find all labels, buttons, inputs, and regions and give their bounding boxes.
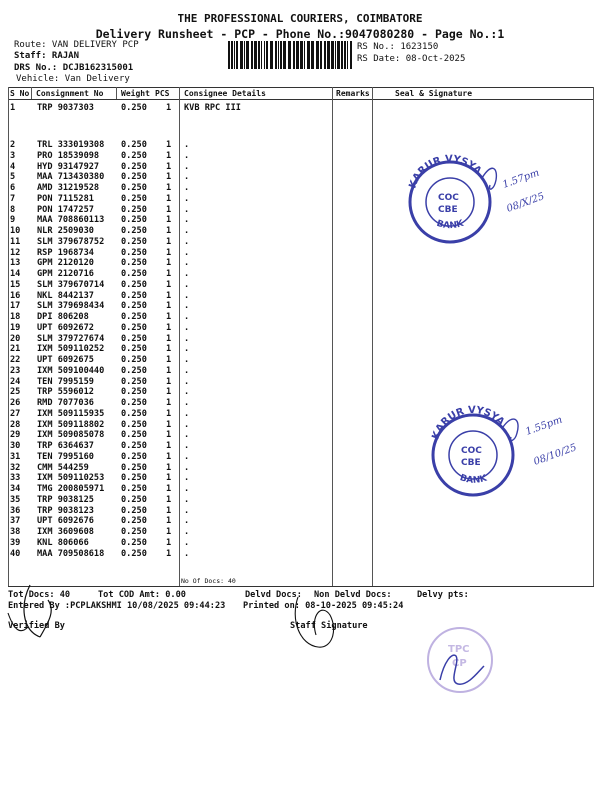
row-consignee: . (184, 462, 190, 473)
row-consignee: . (184, 204, 190, 215)
row-pcs: 1 (166, 161, 172, 172)
row-sno: 23 (10, 365, 21, 376)
row-consignee: . (184, 215, 190, 226)
row-weight: 0.250 (121, 537, 147, 548)
stamp-center-text: COC (438, 193, 459, 203)
row-weight: 0.250 (121, 398, 147, 408)
staff-label: Staff: RAJAN (14, 51, 80, 61)
row-sno: 4 (10, 161, 16, 172)
table-row (0, 344, 600, 355)
row-weight: 0.250 (121, 408, 147, 419)
row-sno: 39 (10, 537, 21, 548)
row-weight: 0.250 (121, 484, 147, 494)
row-pcs: 1 (166, 355, 172, 365)
row-sno: 11 (10, 236, 21, 247)
bank-stamp-2 (425, 405, 600, 505)
row-weight: 0.250 (121, 183, 147, 193)
row-pcs: 1 (166, 312, 172, 322)
row-sno: 6 (10, 183, 16, 193)
row-consignee: . (184, 387, 190, 398)
stamp-handwritten-date: 08/10/25 (532, 442, 579, 468)
row-pcs: 1 (166, 505, 172, 516)
row-pcs: 1 (166, 193, 172, 204)
table-row (0, 334, 600, 345)
row-consignee: . (184, 140, 190, 150)
row-consignment: TRL 333019308 (37, 140, 105, 150)
row-sno: 10 (10, 226, 21, 236)
table-row (0, 355, 600, 366)
row-pcs: 1 (166, 258, 172, 269)
row-consignment: IXM 509110252 (37, 344, 105, 355)
signature-scribbles (0, 575, 600, 665)
row-sno: 19 (10, 322, 21, 333)
row-weight: 0.250 (121, 161, 147, 172)
row-weight: 0.250 (121, 494, 147, 505)
row-sno: 27 (10, 408, 21, 419)
row-sno: 9 (10, 215, 16, 226)
row-consignment: UPT 6092676 (37, 516, 94, 527)
row-weight: 0.250 (121, 376, 147, 387)
row-consignment: TRP 5596012 (37, 387, 94, 398)
row-pcs: 1 (166, 344, 172, 355)
row-sno: 2 (10, 140, 16, 150)
row-consignment: IXM 3609608 (37, 527, 94, 537)
row-consignment: MAA 713430380 (37, 172, 105, 183)
row-consignee: . (184, 398, 190, 408)
table-row (0, 506, 600, 517)
row-consignee: . (184, 484, 190, 494)
col-header-consignee: Consignee Details (184, 89, 266, 98)
row-sno: 20 (10, 333, 21, 344)
table-row (0, 301, 600, 312)
row-sno: 35 (10, 494, 21, 505)
printed-on: Printed on: 08-10-2025 09:45:24 (243, 601, 404, 611)
table-row (0, 312, 600, 323)
table-header-border (8, 99, 594, 100)
table-row (0, 269, 600, 280)
row-weight: 0.250 (121, 333, 147, 344)
stamp-center-text: TPC (448, 644, 470, 655)
row-weight: 0.250 (121, 505, 147, 516)
row-pcs: 1 (166, 103, 172, 113)
row-sno: 31 (10, 451, 21, 462)
row-weight: 0.250 (121, 441, 147, 451)
row-consignment: TRP 9038123 (37, 505, 94, 516)
row-consignment: RMD 7077036 (37, 398, 94, 408)
row-consignment: SLM 379678752 (37, 236, 105, 247)
row-weight: 0.250 (121, 215, 147, 226)
row-consignee: . (184, 408, 190, 419)
row-consignment: NKL 8442137 (37, 290, 94, 301)
row-sno: 16 (10, 290, 21, 301)
table-row (0, 538, 600, 549)
row-consignee: . (184, 333, 190, 344)
svg-text:KARUR VYSYA (407, 154, 483, 190)
row-consignee: . (184, 247, 190, 258)
row-pcs: 1 (166, 322, 172, 333)
row-sno: 36 (10, 505, 21, 516)
row-consignment: MAA 709508618 (37, 548, 105, 559)
row-pcs: 1 (166, 494, 172, 505)
row-consignee: . (184, 365, 190, 376)
row-weight: 0.250 (121, 548, 147, 559)
row-sno: 34 (10, 484, 21, 494)
table-row (0, 291, 600, 302)
row-sno: 38 (10, 527, 21, 537)
stamp-center-text: CBE (438, 205, 458, 215)
row-consignment: CMM 544259 (37, 462, 89, 473)
row-sno: 7 (10, 193, 16, 204)
row-consignment: PRO 18539098 (37, 150, 100, 161)
row-consignee: . (184, 344, 190, 355)
row-sno: 22 (10, 355, 21, 365)
row-consignee: . (184, 172, 190, 183)
row-weight: 0.250 (121, 193, 147, 204)
row-weight: 0.250 (121, 355, 147, 365)
row-consignee: . (184, 473, 190, 484)
row-consignee: . (184, 322, 190, 333)
row-sno: 21 (10, 344, 21, 355)
row-sno: 26 (10, 398, 21, 408)
row-consignment: GPM 2120716 (37, 269, 94, 279)
col-header-pcs: PCS (155, 89, 170, 98)
row-pcs: 1 (166, 365, 172, 376)
stamp-center-text: CBE (461, 458, 481, 468)
row-weight: 0.250 (121, 226, 147, 236)
col-header-weight: Weight (121, 89, 150, 98)
row-pcs: 1 (166, 269, 172, 279)
table-row (0, 527, 600, 538)
table-row (0, 140, 600, 151)
row-consignment: HYD 93147927 (37, 161, 100, 172)
vehicle-label: Vehicle: Van Delivery (16, 74, 130, 84)
row-consignee: KVB RPC III (184, 103, 241, 113)
row-weight: 0.250 (121, 527, 147, 537)
row-consignment: TRP 9037303 (37, 103, 94, 113)
rs-date: RS Date: 08-Oct-2025 (357, 54, 466, 64)
row-sno: 37 (10, 516, 21, 527)
row-consignee: . (184, 527, 190, 537)
row-pcs: 1 (166, 204, 172, 215)
row-sno: 1 (10, 103, 16, 113)
row-pcs: 1 (166, 290, 172, 301)
rs-number: RS No.: 1623150 (357, 42, 439, 52)
row-weight: 0.250 (121, 312, 147, 322)
row-consignee: . (184, 279, 190, 290)
row-consignment: TRP 9038125 (37, 494, 94, 505)
row-weight: 0.250 (121, 236, 147, 247)
row-weight: 0.250 (121, 462, 147, 473)
stamp-center-text: CP (452, 658, 467, 669)
row-weight: 0.250 (121, 290, 147, 301)
row-pcs: 1 (166, 484, 172, 494)
row-consignment: SLM 379727674 (37, 333, 105, 344)
row-pcs: 1 (166, 236, 172, 247)
row-weight: 0.250 (121, 258, 147, 269)
table-row (0, 387, 600, 398)
svg-text:BANK (458, 473, 489, 486)
row-pcs: 1 (166, 215, 172, 226)
row-pcs: 1 (166, 333, 172, 344)
row-consignee: . (184, 312, 190, 322)
row-consignee: . (184, 290, 190, 301)
row-pcs: 1 (166, 408, 172, 419)
row-pcs: 1 (166, 398, 172, 408)
row-consignee: . (184, 376, 190, 387)
row-pcs: 1 (166, 140, 172, 150)
row-consignment: SLM 379670714 (37, 279, 105, 290)
row-consignee: . (184, 505, 190, 516)
row-pcs: 1 (166, 247, 172, 258)
row-sno: 18 (10, 312, 21, 322)
row-consignee: . (184, 494, 190, 505)
row-weight: 0.250 (121, 150, 147, 161)
row-consignee: . (184, 269, 190, 279)
drs-number: DRS No.: DCJB162315001 (14, 63, 134, 73)
col-header-sno: S No (10, 89, 30, 98)
row-sno: 25 (10, 387, 21, 398)
table-top-border (8, 87, 594, 88)
row-sno: 13 (10, 258, 21, 269)
delivery-points: Delvy pts: (417, 590, 469, 600)
col-header-remarks: Remarks (336, 89, 370, 98)
row-consignment: IXM 509118802 (37, 419, 105, 430)
row-consignment: SLM 379698434 (37, 301, 105, 312)
row-consignment: MAA 708860113 (37, 215, 105, 226)
table-row (0, 366, 600, 377)
stamp-ring-text: KARUR VYSYA (407, 153, 484, 191)
row-sno: 8 (10, 204, 16, 215)
row-weight: 0.250 (121, 269, 147, 279)
row-sno: 5 (10, 172, 16, 183)
row-consignee: . (184, 451, 190, 462)
col-divider (31, 87, 32, 99)
row-consignment: IXM 509110253 (37, 473, 105, 484)
row-sno: 15 (10, 279, 21, 290)
route-label: Route: VAN DELIVERY PCP (14, 40, 139, 50)
row-consignee: . (184, 441, 190, 451)
row-consignment: PON 7115281 (37, 193, 94, 204)
row-consignment: TEN 7995160 (37, 451, 94, 462)
row-weight: 0.250 (121, 247, 147, 258)
svg-text:KARUR VYSYA (430, 405, 506, 441)
stamp-handwritten-time: 1.55pm (524, 414, 564, 438)
table-row (0, 377, 600, 388)
row-consignee: . (184, 419, 190, 430)
stamp-center-text: COC (461, 446, 482, 456)
delivered-docs: Delvd Docs: (245, 590, 302, 600)
row-consignment: IXM 509085078 (37, 430, 105, 441)
barcode-image (228, 41, 354, 69)
row-consignment: UPT 6092675 (37, 355, 94, 365)
verified-by-label: Verified By (8, 621, 65, 631)
row-sno: 28 (10, 419, 21, 430)
row-pcs: 1 (166, 150, 172, 161)
row-consignee: . (184, 150, 190, 161)
row-consignment: NLR 2509030 (37, 226, 94, 236)
col-header-seal: Seal & Signature (395, 89, 473, 98)
row-consignment: TEN 7995159 (37, 376, 94, 387)
row-pcs: 1 (166, 226, 172, 236)
row-weight: 0.250 (121, 387, 147, 398)
row-consignee: . (184, 258, 190, 269)
no-of-docs: No Of Docs: 40 (181, 577, 236, 585)
row-weight: 0.250 (121, 516, 147, 527)
stamp-handwritten-time: 1.57pm (501, 167, 541, 191)
row-pcs: 1 (166, 473, 172, 484)
row-consignment: RSP 1968734 (37, 247, 94, 258)
row-sno: 33 (10, 473, 21, 484)
row-pcs: 1 (166, 451, 172, 462)
row-consignee: . (184, 430, 190, 441)
staff-signature-label: Staff Signature (290, 621, 368, 631)
table-row (0, 323, 600, 334)
row-weight: 0.250 (121, 172, 147, 183)
row-pcs: 1 (166, 387, 172, 398)
row-consignment: DPI 806208 (37, 312, 89, 322)
col-divider (116, 87, 117, 99)
row-pcs: 1 (166, 279, 172, 290)
row-pcs: 1 (166, 430, 172, 441)
company-title: THE PROFESSIONAL COURIERS, COIMBATORE (177, 12, 423, 25)
row-consignment: IXM 509115935 (37, 408, 105, 419)
row-weight: 0.250 (121, 430, 147, 441)
total-docs: Tot Docs: 40 (8, 590, 71, 600)
entered-by: Entered By :PCPLAKSHMI 10/08/2025 09:44:23 (8, 601, 226, 611)
row-pcs: 1 (166, 183, 172, 193)
table-row (0, 516, 600, 527)
row-sno: 24 (10, 376, 21, 387)
table-row (0, 549, 600, 560)
row-pcs: 1 (166, 527, 172, 537)
svg-text:BANK (435, 218, 466, 231)
row-consignee: . (184, 226, 190, 236)
row-consignee: . (184, 183, 190, 193)
row-sno: 29 (10, 430, 21, 441)
row-pcs: 1 (166, 441, 172, 451)
row-consignment: AMD 31219528 (37, 183, 100, 193)
row-consignment: UPT 6092672 (37, 322, 94, 333)
table-row (0, 103, 600, 114)
row-weight: 0.250 (121, 419, 147, 430)
row-pcs: 1 (166, 462, 172, 473)
stamp-ring-text: KARUR VYSYA (430, 405, 507, 442)
row-weight: 0.250 (121, 344, 147, 355)
row-weight: 0.250 (121, 473, 147, 484)
row-consignee: . (184, 193, 190, 204)
stamp-ring-text: BANK (435, 218, 465, 232)
row-consignment: PON 1747257 (37, 204, 94, 215)
row-pcs: 1 (166, 537, 172, 548)
row-sno: 3 (10, 150, 16, 161)
row-weight: 0.250 (121, 322, 147, 333)
row-pcs: 1 (166, 172, 172, 183)
row-sno: 14 (10, 269, 21, 279)
row-consignment: TRP 6364637 (37, 441, 94, 451)
row-consignment: IXM 509100440 (37, 365, 105, 376)
row-consignee: . (184, 161, 190, 172)
row-pcs: 1 (166, 419, 172, 430)
row-sno: 30 (10, 441, 21, 451)
row-weight: 0.250 (121, 204, 147, 215)
faint-office-stamp (418, 622, 508, 702)
row-consignee: . (184, 548, 190, 559)
row-consignment: TMG 200805971 (37, 484, 105, 494)
row-consignee: . (184, 236, 190, 247)
row-sno: 40 (10, 548, 21, 559)
row-weight: 0.250 (121, 140, 147, 150)
row-weight: 0.250 (121, 451, 147, 462)
total-cod-amount: Tot COD Amt: 0.00 (98, 590, 186, 600)
bank-stamp-1 (400, 150, 600, 260)
runsheet-subtitle: Delivery Runsheet - PCP - Phone No.:9047080280 - Page No.:1 (95, 27, 505, 41)
row-weight: 0.250 (121, 365, 147, 376)
row-pcs: 1 (166, 301, 172, 312)
row-sno: 12 (10, 247, 21, 258)
row-sno: 17 (10, 301, 21, 312)
table-row (0, 280, 600, 291)
row-weight: 0.250 (121, 103, 147, 113)
row-weight: 0.250 (121, 279, 147, 290)
row-consignment: KNL 806066 (37, 537, 89, 548)
stamp-handwritten-date: 08/X/25 (505, 191, 546, 215)
row-consignee: . (184, 537, 190, 548)
row-consignment: GPM 2120120 (37, 258, 94, 269)
row-weight: 0.250 (121, 301, 147, 312)
col-header-consignment: Consignment No (36, 89, 104, 98)
row-pcs: 1 (166, 548, 172, 559)
non-delivered-docs: Non Delvd Docs: (314, 590, 392, 600)
row-sno: 32 (10, 462, 21, 473)
row-consignee: . (184, 516, 190, 527)
stamp-ring-text: BANK (458, 473, 489, 486)
row-consignee: . (184, 355, 190, 365)
row-pcs: 1 (166, 376, 172, 387)
row-pcs: 1 (166, 516, 172, 527)
row-consignee: . (184, 301, 190, 312)
